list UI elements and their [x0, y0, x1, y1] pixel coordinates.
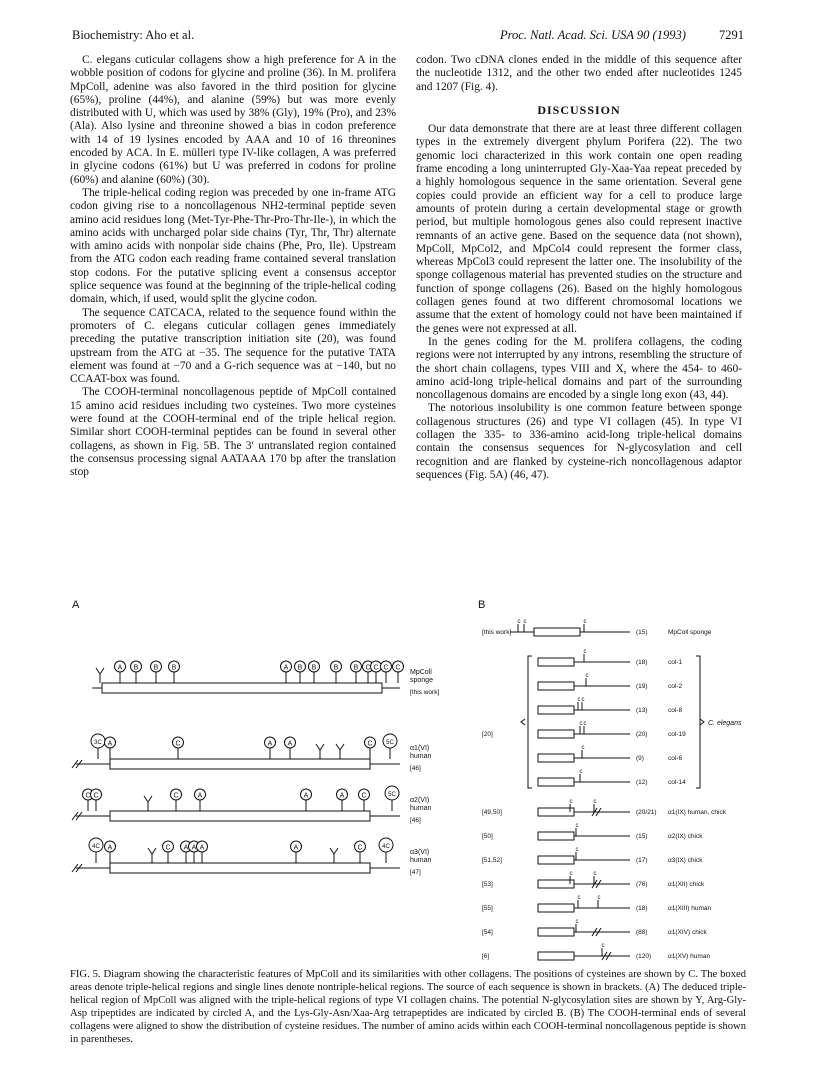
triple-helical-box — [538, 808, 574, 816]
c-terminal-count: (20/21) — [636, 809, 657, 816]
cysteine-label: c — [575, 823, 579, 829]
row-reference: [54] — [482, 929, 493, 936]
panel-b-row — [482, 847, 703, 864]
site-letter: A — [303, 792, 309, 800]
c-terminal-count: (76) — [636, 881, 648, 888]
cysteine-label: c — [569, 871, 573, 877]
cysteine-label: c — [583, 649, 587, 655]
cysteine-label: c — [577, 697, 581, 703]
row-collagen-name: α1(IX) human, chick — [668, 809, 726, 816]
paragraph: codon. Two cDNA clones ended in the middle of this sequence after the nucleotide 1312, and the other two ended after nucleotides 1245 and 1207 (Fig. 4). — [416, 54, 742, 93]
c-terminal-count: (18) — [636, 905, 648, 912]
triple-helical-box — [538, 754, 574, 762]
site-letter: A — [191, 844, 197, 852]
c-terminal-count: (20) — [636, 731, 648, 738]
c-terminal-count: (18) — [636, 659, 648, 666]
site-letter: C — [165, 844, 171, 852]
c-terminal-count: (19) — [636, 683, 648, 690]
chain-species: human — [410, 753, 432, 760]
c-terminal-count: (17) — [636, 857, 648, 864]
panel-b-row — [538, 769, 686, 786]
panel-b-label: B — [478, 599, 486, 611]
c-terminal-count: (15) — [636, 629, 648, 636]
paragraph: The sequence CATCACA, related to the sequence found within the promoters of C. elegans cuticular collagen genes immediately preceding the putative transcription initiation site (20), was found upstream from the ATG at −35. The sequence for the putative TATA element was found at −70 and a G-rich sequence was at −140, but no CCAAT-box was found. — [70, 306, 396, 386]
panel-a-row — [92, 661, 439, 696]
panel-b-row — [538, 649, 682, 666]
site-letter: C — [383, 664, 389, 672]
triple-helical-box — [538, 832, 574, 840]
triple-helical-box — [538, 778, 574, 786]
panel-b-row — [482, 943, 710, 960]
triple-helical-box — [534, 628, 580, 636]
panel-a-row — [72, 838, 432, 876]
panel-b-row — [482, 871, 705, 888]
triple-helical-box — [538, 856, 574, 864]
triple-helical-box — [538, 952, 574, 960]
site-letter: B — [133, 664, 139, 672]
site-letter: A — [197, 792, 203, 800]
glycosylation-site-marker — [96, 668, 104, 683]
panel-b-row — [482, 721, 686, 738]
c-elegans-label: C. elegans — [708, 720, 742, 727]
chain-reference: [this work] — [410, 689, 440, 696]
row-collagen-name: col-8 — [668, 707, 683, 714]
site-letter: C — [373, 664, 379, 672]
paragraph: The COOH-terminal noncollagenous peptide of MpColl contained 15 amino acid residues including two cysteines. Two more cysteines were found at the COOH-terminal end of the triple helical region. Similar short COOH-terminal peptides can be found in several other collagens, as shown in Fig. 5B. The 3′ untranslated region contained the consensus processing signal AATAAA 170 bp after the translation stop — [70, 386, 396, 479]
site-letter: C — [365, 664, 371, 672]
cysteine-label: c — [575, 847, 579, 853]
panel-b-row — [482, 823, 703, 840]
paragraph: The notorious insolubility is one common feature between sponge collagenous structures (26) and type VI collagen (45). In type VI collagen the 335- to 336-amino acid-long triple-helical domains contain the consensus sequences for N-glycosylation and cell recognition and are flanked by cysteine-rich noncollagenous adaptor sequences (Fig. 5A) (46, 47). — [416, 402, 742, 481]
row-reference: [20] — [482, 731, 493, 738]
site-letter: A — [283, 664, 289, 672]
c-terminal-count: (13) — [636, 707, 648, 714]
chain-species: sponge — [410, 677, 433, 684]
panel-a-row — [72, 786, 432, 824]
cysteine-label: c — [597, 895, 601, 901]
row-collagen-name: col-14 — [668, 779, 686, 786]
site-letter: C — [173, 792, 179, 800]
panel-b-row — [482, 895, 712, 912]
site-letter: A — [199, 844, 205, 852]
cysteine-label: c — [577, 895, 581, 901]
row-collagen-name: α2(IX) chick — [668, 833, 703, 840]
site-letter: C — [395, 664, 401, 672]
cysteine-label: c — [593, 871, 597, 877]
site-letter: C — [85, 792, 91, 800]
c-terminal-count: (88) — [636, 929, 648, 936]
c-terminal-count: (120) — [636, 953, 652, 960]
triple-helical-box — [538, 880, 574, 888]
site-letter: A — [267, 740, 273, 748]
triple-helical-box — [538, 730, 574, 738]
cysteine-label: c — [585, 673, 589, 679]
triple-helical-box — [538, 658, 574, 666]
c-terminal-count: (12) — [636, 779, 648, 786]
panel-a-label: A — [72, 599, 80, 611]
glycosylation-site-marker — [316, 744, 324, 759]
panel-b-row — [538, 697, 682, 714]
site-letter: C — [175, 740, 181, 748]
site-letter: A — [287, 740, 293, 748]
triple-helical-box — [538, 928, 574, 936]
c-elegans-left-bracket — [528, 656, 532, 788]
site-letter: C — [361, 792, 367, 800]
figure-diagram — [70, 596, 746, 966]
site-letter: B — [311, 664, 317, 672]
cysteine-label: c — [579, 769, 583, 775]
triple-helical-box — [110, 811, 370, 821]
panel-b-row — [538, 673, 682, 690]
row-reference: [6] — [482, 953, 490, 960]
row-reference: [this work] — [482, 629, 512, 636]
panel-a — [72, 599, 439, 876]
row-collagen-name: col-19 — [668, 731, 686, 738]
row-reference: [55] — [482, 905, 493, 912]
cysteine-label: c — [593, 799, 597, 805]
site-letter: 5C — [388, 792, 396, 798]
panel-b-row — [538, 745, 682, 762]
site-letter: B — [171, 664, 177, 672]
running-header — [72, 28, 744, 46]
site-letter: 3C — [94, 740, 102, 746]
triple-helical-box — [110, 863, 370, 873]
site-letter: A — [107, 740, 113, 748]
bracket-point — [521, 719, 525, 725]
glycosylation-site-marker — [336, 744, 344, 759]
row-collagen-name: α1(XV) human — [668, 953, 711, 960]
site-letter: A — [107, 844, 113, 852]
chain-reference: [46] — [410, 765, 421, 772]
header-journal: Proc. Natl. Acad. Sci. USA 90 (1993) — [500, 28, 686, 42]
triple-helical-box — [110, 759, 370, 769]
row-reference: [51,52] — [482, 857, 502, 864]
triple-helical-box — [538, 706, 574, 714]
site-letter: C — [357, 844, 363, 852]
chain-name: α2(VI) — [410, 797, 430, 804]
row-collagen-name: col-1 — [668, 659, 683, 666]
paragraph: C. elegans cuticular collagens show a high preference for A in the wobble position of codons for glycine and proline (36). In M. prolifera MpColl, adenine was also favored in the third position for glycine (65%), proline (44%), and alanine (59%) but was more evenly distributed with U, which was used by 38% (Gly), 19% (Pro), and 23% (Ala). Also lysine and threonine showed a bias in codon preference with 14 of 19 lysines encoded by AAA and 10 of 16 threonines encoded by ACA. In E. mülleri type IV-like collagen, A was preferred in glycine codons (61%) but U was preferred in codons for proline (60%) and alanine (60%) (30). — [70, 54, 396, 186]
panel-b-row — [482, 799, 727, 816]
cysteine-label: c — [579, 721, 583, 727]
paragraph: The triple-helical coding region was preceded by one in-frame ATG codon giving rise to a noncollagenous NH2-terminal peptide seven amino acid residues long (Met-Tyr-Phe-Thr-Pro-Thr-Ile-), in which the amino acids with uncharged polar side chains (Tyr, Thr, Thr) alternate with amino acids with nonpolar side chains (Phe, Pro, Ile). Upstream from the ATG codon each reading frame contained several translation stop codons. For the putative splicing event a consensus acceptor splice sequence was found at the beginning of the triple-helical coding domain, which, if used, would split the glycine codon. — [70, 186, 396, 306]
cysteine-label: c — [601, 943, 605, 949]
panel-a-row — [72, 734, 432, 772]
site-letter: B — [333, 664, 339, 672]
row-collagen-name: α1(XIII) human — [668, 905, 712, 912]
panel-b — [478, 599, 742, 966]
triple-helical-box — [538, 904, 574, 912]
site-letter: A — [293, 844, 299, 852]
chain-reference: [46] — [410, 817, 421, 824]
row-collagen-name: α1(XII) chick — [668, 881, 705, 888]
row-reference: [49,50] — [482, 809, 502, 816]
glycosylation-site-marker — [330, 848, 338, 863]
chain-reference: [47] — [410, 869, 421, 876]
triple-helical-box — [102, 683, 382, 693]
bracket-point — [700, 719, 704, 725]
site-letter: B — [353, 664, 359, 672]
c-elegans-right-bracket — [696, 656, 700, 788]
site-letter: C — [367, 740, 373, 748]
cysteine-label: c — [581, 745, 585, 751]
c-terminal-count: (9) — [636, 755, 644, 762]
site-letter: A — [339, 792, 345, 800]
row-collagen-name: col-2 — [668, 683, 683, 690]
cysteine-label: c — [583, 721, 587, 727]
site-letter: 5C — [386, 740, 394, 746]
header-page-number: 7291 — [719, 28, 744, 42]
chain-name: α1(VI) — [410, 745, 430, 752]
cysteine-label: c — [517, 619, 521, 625]
cysteine-label: c — [569, 799, 573, 805]
section-title: DISCUSSION — [537, 102, 621, 117]
chain-name: α3(VI) — [410, 849, 430, 856]
paragraph: Our data demonstrate that there are at least three different collagen types in the extremely divergent phylum Porifera (22). The two genomic loci characterized in this work contain one open reading frame encoding a long uninterrupted Gly-Xaa-Yaa repeat preceded by a highly homologous sequence in the same orientation. Several gene copies could provide an efficient way for a cell to produce large amounts of protein during a certain developmental stage or growth period, but multiple homologous genes also could represent inactive remnants of an active gene. Based on the sequence data (not shown), MpColl, MpCol2, and MpCol4 could represent the former class, whereas MpCol3 could represent the latter one. The insolubility of the sponge collagenous material has prevented studies on the structure and function of sponge collagens (26). Based on the highly homologous collagen genes found at two different chromosomal locations we assume that the extent of homology could not have been maintained if the genes were not expressed at all. — [416, 123, 742, 335]
site-letter: 4C — [382, 844, 390, 850]
triple-helical-box — [538, 682, 574, 690]
chain-species: human — [410, 805, 432, 812]
cysteine-label: c — [575, 919, 579, 925]
site-letter: 4C — [92, 844, 100, 850]
glycosylation-site-marker — [148, 848, 156, 863]
site-letter: C — [93, 792, 99, 800]
panel-b-row — [482, 919, 708, 936]
site-letter: B — [297, 664, 303, 672]
panel-b-row — [482, 619, 712, 636]
right-column — [416, 54, 742, 482]
figure-caption: FIG. 5. Diagram showing the characteristic features of MpColl and its similarities with other collagens. The positions of cysteines are shown by C. The boxed areas denote triple-helical regions and single lines denote nontriple-helical regions. The source of each sequence is shown in brackets. (A) The deduced triple-helical region of MpColl was aligned with the triple-helical regions of type VI collagen chains. The potential N-glycosylation sites are shown by Y, Arg-Gly-Asp tripeptides are indicated by circled A, and the Lys-Gly-Asn/Xaa-Arg tetrapeptides are indicated by circled B. (B) The COOH-terminal ends of several collagens were aligned to show the distribution of cysteine residues. The number of amino acids within each COOH-terminal noncollagenous peptide is shown in parentheses. — [70, 969, 746, 1045]
left-column — [70, 54, 396, 480]
row-reference: [50] — [482, 833, 493, 840]
chain-species: human — [410, 857, 432, 864]
row-reference: [53] — [482, 881, 493, 888]
site-letter: B — [153, 664, 159, 672]
site-letter: A — [183, 844, 189, 852]
chain-name: MpColl — [410, 669, 432, 676]
figure-5 — [70, 596, 746, 966]
paragraph: In the genes coding for the M. prolifera collagens, the coding regions were not interrupted by any introns, resembling the structure of the short chain collagens, types VIII and X, where the 454- to 460-amino acid-long triple-helical domains and part of the surrounding noncollagenous domains are encoded by a single long exon (43, 44). — [416, 335, 742, 402]
row-collagen-name: MpColl sponge — [668, 629, 712, 636]
c-terminal-count: (15) — [636, 833, 648, 840]
cysteine-label: c — [523, 619, 527, 625]
row-collagen-name: col-6 — [668, 755, 683, 762]
header-authors: Biochemistry: Aho et al. — [72, 28, 195, 42]
cysteine-label: c — [583, 619, 587, 625]
row-collagen-name: α1(XIV) chick — [668, 929, 707, 936]
glycosylation-site-marker — [144, 796, 152, 811]
site-letter: A — [117, 664, 123, 672]
row-collagen-name: α3(IX) chick — [668, 857, 703, 864]
cysteine-label: c — [581, 697, 585, 703]
